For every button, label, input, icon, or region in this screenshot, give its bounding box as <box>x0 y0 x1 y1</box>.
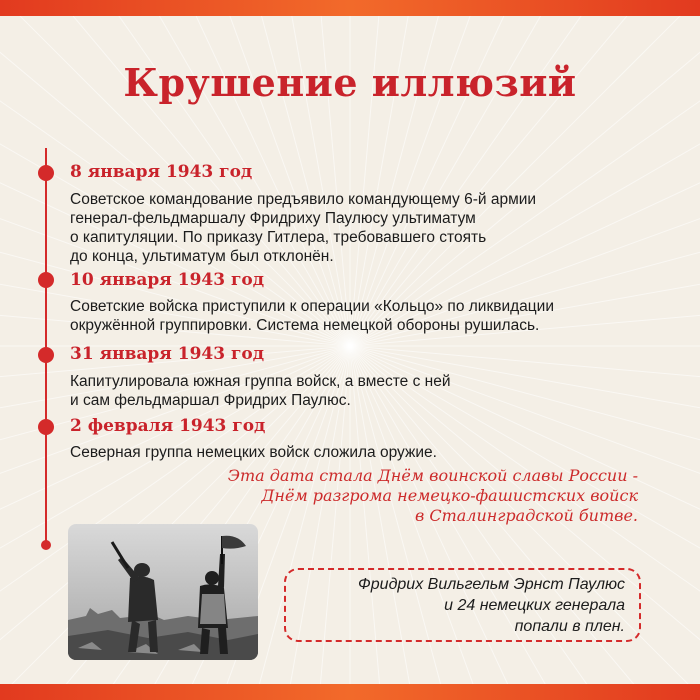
event-text <box>70 443 670 462</box>
event-text-line: до конца, ультиматум был отклонён. <box>70 248 334 265</box>
callout-line: попали в плен. <box>514 618 625 635</box>
page-title: Крушение иллюзий <box>123 60 577 105</box>
bottom-accent-bar <box>0 684 700 700</box>
event-date: 10 января 1943 год <box>70 270 265 290</box>
timeline-dot <box>38 165 54 181</box>
event-text-line: Советское командование предъявило командующему 6-й армии <box>70 191 537 208</box>
victory-photo <box>68 524 258 660</box>
note-line: Днём разгрома немецко-фашистских войск <box>261 486 638 505</box>
timeline-end-dot <box>41 540 51 550</box>
note-line: в Сталинградской битве. <box>414 506 638 525</box>
event-text-line: Капитулировала южная группа войск, а вместе с ней <box>70 373 451 390</box>
callout-line: Фридрих Вильгельм Эрнст Паулюс <box>358 576 625 593</box>
day-of-glory-note <box>228 466 638 526</box>
event-text-line: и сам фельдмаршал Фридрих Паулюс. <box>70 392 351 409</box>
event-date: 8 января 1943 год <box>70 162 253 182</box>
note-line: Эта дата стала Днём воинской славы России - <box>227 466 638 485</box>
event-text-line: Советские войска приступили к операции «Кольцо» по ликвидации <box>70 298 554 315</box>
soldiers-flag-image <box>68 524 258 660</box>
event-text-line: окружённой группировки. Система немецкой обороны рушилась. <box>70 317 540 334</box>
event-text-line: о капитуляции. По приказу Гитлера, требовавшего стоять <box>70 229 487 246</box>
captured-generals-callout <box>284 568 641 642</box>
event-date: 31 января 1943 год <box>70 344 265 364</box>
callout-line: и 24 немецких генерала <box>444 597 625 614</box>
timeline-dot <box>38 419 54 435</box>
event-text <box>70 297 670 335</box>
event-text-line: Северная группа немецких войск сложила оружие. <box>70 444 437 461</box>
callout-text <box>358 574 625 637</box>
event-date: 2 февраля 1943 год <box>70 416 266 436</box>
top-accent-bar <box>0 0 700 16</box>
event-text <box>70 372 670 410</box>
event-text-line: генерал-фельдмаршалу Фридриху Паулюсу ультиматум <box>70 210 476 227</box>
timeline-dot <box>38 347 54 363</box>
event-text <box>70 190 670 266</box>
timeline-dot <box>38 272 54 288</box>
